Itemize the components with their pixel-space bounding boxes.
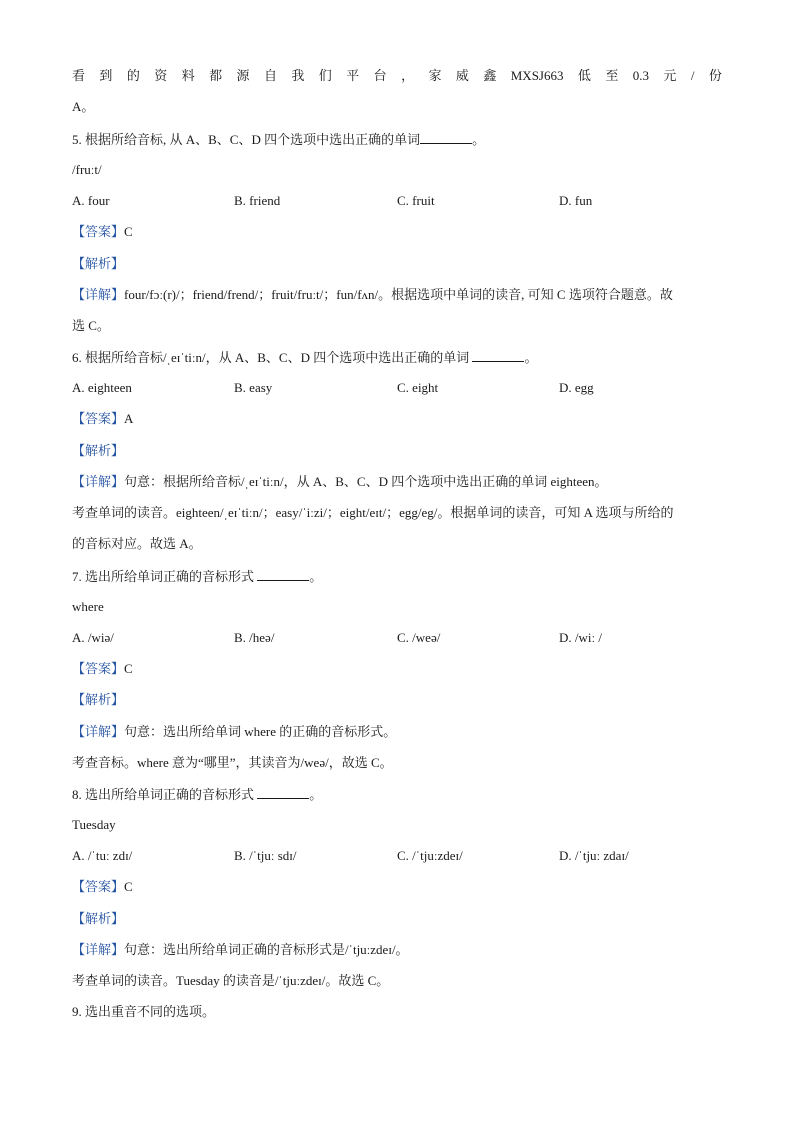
intro-word: 自 [263,68,277,83]
intro-word: 台 [373,68,387,83]
detail-line: 考查单词的读音。Tuesday 的读音是/ˈtjuːzdeɪ/。故选 C。 [72,973,390,988]
detail-label: 【详解】 [72,942,125,957]
intro-word: 0.3 [632,68,649,83]
answer-label: 【答案】 [72,224,125,239]
intro-word: 份 [708,68,722,83]
answer-blank [257,784,309,799]
question-prompt: Tuesday [72,817,116,832]
intro-word: 的 [126,68,140,83]
intro-word: 看 [72,68,86,83]
option-a: A. eighteen [72,380,132,395]
option-d: D. fun [559,193,593,208]
question-prompt: where [72,599,104,614]
detail-line: 【详解】句意：根据所给音标/ˌeɪˈtiːn/，从 A、B、C、D 四个选项中选出正确的单词 eighteen。 [72,474,608,489]
answer-value: C [124,879,133,894]
question-prompt: /fruːt/ [72,162,102,177]
intro-word: 平 [346,68,360,83]
answer-blank [472,347,524,362]
intro-word: 低 [577,68,591,83]
detail-line: 【详解】句意：选出所给单词 where 的正确的音标形式。 [72,724,397,739]
option-a: A. four [72,193,110,208]
analysis-label: 【解析】 [72,911,125,926]
answer-label: 【答案】 [72,661,125,676]
detail-line: 选 C。 [72,318,110,333]
option-d: D. /ˈtjuː zdaɪ/ [559,848,629,863]
option-b: B. easy [234,380,273,395]
intro-word: 都 [209,68,223,83]
intro-word: 威 [455,68,469,83]
question-stem: 7. 选出所给单词正确的音标形式 。 [72,566,322,587]
question-stem: 6. 根据所给音标/ˌeɪˈtiːn/，从 A、B、C、D 四个选项中选出正确的单词 。 [72,347,537,368]
answer-value: A [124,411,134,426]
detail-line: 考查音标。where 意为“哪里”，其读音为/weə/，故选 C。 [72,755,393,770]
option-d: D. egg [559,380,594,395]
option-c: C. eight [397,380,439,395]
option-b: B. /ˈtjuː sdɪ/ [234,848,297,863]
analysis-label: 【解析】 [72,443,125,458]
detail-line: 【详解】four/fɔː(r)/；friend/frend/；fruit/fruːt/；fun/fʌn/。根据选项中单词的读音, 可知 C 选项符合题意。故 [72,287,673,302]
answer-line [72,659,133,679]
intro-word: 我 [291,68,305,83]
answer-line [72,409,133,429]
option-d: D. /wiː / [559,630,602,645]
intro-word: 到 [99,68,113,83]
answer-blank [257,566,309,581]
intro-word: MXSJ663 [510,68,564,83]
detail-line: 【详解】句意：选出所给单词正确的音标形式是/ˈtjuːzdeɪ/。 [72,942,409,957]
intro-line-2: A。 [72,99,95,114]
intro-word: 鑫 [483,68,497,83]
intro-word: ， [401,68,415,83]
analysis-label: 【解析】 [72,256,125,271]
answer-blank [420,129,472,144]
question-stem: 8. 选出所给单词正确的音标形式 。 [72,784,322,805]
intro-word: 资 [154,68,168,83]
intro-line [72,66,722,86]
detail-label: 【详解】 [72,724,125,739]
option-a: A. /ˈtuː zdɪ/ [72,848,133,863]
intro-word: 至 [605,68,619,83]
question-stem: 5. 根据所给音标, 从 A、B、C、D 四个选项中选出正确的单词 。 [72,129,485,150]
answer-line [72,222,133,242]
detail-label: 【详解】 [72,474,125,489]
option-b: B. /heə/ [234,630,275,645]
intro-word: 源 [236,68,250,83]
option-b: B. friend [234,193,281,208]
analysis-label: 【解析】 [72,692,125,707]
answer-line [72,877,133,897]
question-stem: 9. 选出重音不同的选项。 [72,1004,216,1019]
option-c: C. /weə/ [397,630,441,645]
detail-line: 的音标对应。故选 A。 [72,536,202,551]
option-c: C. /ˈtjuːzdeɪ/ [397,848,463,863]
intro-word: 料 [181,68,195,83]
intro-word: 元 [663,68,677,83]
detail-line: 考查单词的读音。eighteen/ˌeɪˈtiːn/；easy/ˈiːzi/；eight/eɪt/；egg/eg/。根据单词的读音，可知 A 选项与所给的 [72,505,674,520]
answer-label: 【答案】 [72,879,125,894]
option-c: C. fruit [397,193,435,208]
intro-word: 家 [428,68,442,83]
intro-word: 们 [318,68,332,83]
answer-value: C [124,224,133,239]
answer-label: 【答案】 [72,411,125,426]
intro-word: / [690,68,695,83]
option-a: A. /wiə/ [72,630,114,645]
answer-value: C [124,661,133,676]
detail-label: 【详解】 [72,287,125,302]
